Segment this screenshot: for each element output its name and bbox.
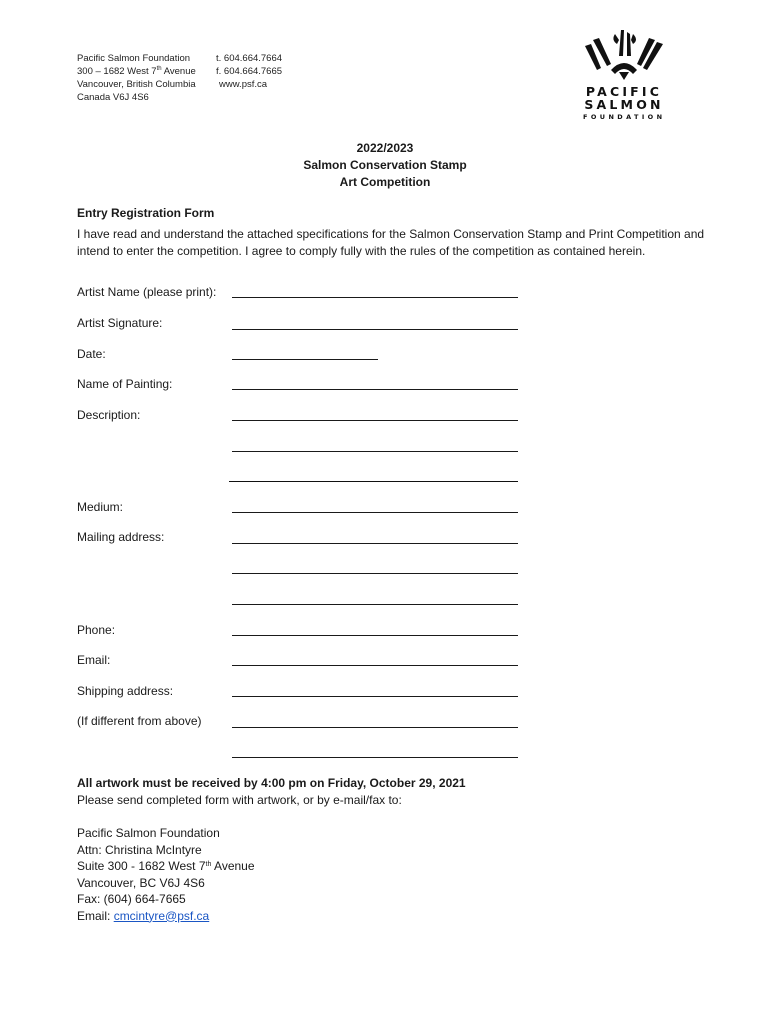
artist-name-line[interactable] [232,297,518,298]
org-address [77,52,196,104]
form-intro: I have read and understand the attached specifications for the Salmon Conservation Stamp and Print Competition and intend to enter the competition. I agree to comply fully with the rules of the competition as contained herein. [77,227,705,258]
send-to-email: Email: cmcintyre@psf.ca [77,908,210,923]
org-street: 300 – 1682 West 7th Avenue [77,66,196,77]
artist-signature-line[interactable] [232,329,518,330]
send-to-org: Pacific Salmon Foundation [77,826,220,840]
deadline-block [77,775,466,809]
org-city: Vancouver, British Columbia [77,79,196,90]
logo-line-salmon: SALMON [584,97,664,112]
artist-name-label: Artist Name (please print): [77,285,217,299]
salmon-emblem-icon [583,26,665,80]
page-title [0,140,770,191]
send-to-attn: Attn: Christina McIntyre [77,842,202,857]
medium-line[interactable] [232,512,518,513]
org-name: Pacific Salmon Foundation [77,53,191,64]
deadline-notice: All artwork must be received by 4:00 pm on Friday, October 29, 2021 [77,776,466,790]
artist-signature-label: Artist Signature: [77,316,163,330]
painting-name-label: Name of Painting: [77,377,173,391]
painting-name-line[interactable] [232,389,518,390]
send-to-street: Suite 300 - 1682 West 7th Avenue [77,859,255,873]
description-line-2[interactable] [232,451,518,452]
description-line-3[interactable] [229,481,518,482]
date-line[interactable] [232,359,378,360]
mailing-address-label: Mailing address: [77,530,165,544]
phone-label: Phone: [77,623,116,637]
title-year: 2022/2023 [356,141,414,155]
org-website: www.psf.ca [219,79,268,90]
shipping-note-label: (If different from above) [77,714,202,728]
date-label: Date: [77,347,106,361]
mailing-address-line-3[interactable] [232,604,518,605]
shipping-address-line-1[interactable] [232,696,518,697]
shipping-address-label: Shipping address: [77,684,174,698]
email-link[interactable]: cmcintyre@psf.ca [113,908,210,923]
mailing-address-line-2[interactable] [232,573,518,574]
medium-label: Medium: [77,500,124,514]
psf-logo [583,26,665,126]
logo-line-foundation: FOUNDATION [583,113,666,121]
org-contact [216,52,282,91]
shipping-address-line-2[interactable] [232,727,518,728]
email-label: Email: [77,653,111,667]
org-country: Canada V6J 4S6 [77,92,149,103]
description-line-1[interactable] [232,420,518,421]
shipping-address-line-3[interactable] [232,757,518,758]
send-to-fax: Fax: (604) 664-7665 [77,892,186,906]
title-line-2: Salmon Conservation Stamp [303,158,467,172]
form-heading: Entry Registration Form [77,206,215,220]
send-to-city: Vancouver, BC V6J 4S6 [77,875,205,890]
org-phone: t. 604.664.7664 [216,53,283,64]
send-to-address [77,825,255,924]
description-label: Description: [77,408,141,422]
mailing-address-line-1[interactable] [232,543,518,544]
email-line[interactable] [232,665,518,666]
send-instructions: Please send completed form with artwork, or by e-mail/fax to: [77,793,402,807]
logo-line-pacific: PACIFIC [585,84,663,99]
title-line-3: Art Competition [339,175,431,189]
phone-line[interactable] [232,635,518,636]
org-fax: f. 604.664.7665 [216,66,283,77]
